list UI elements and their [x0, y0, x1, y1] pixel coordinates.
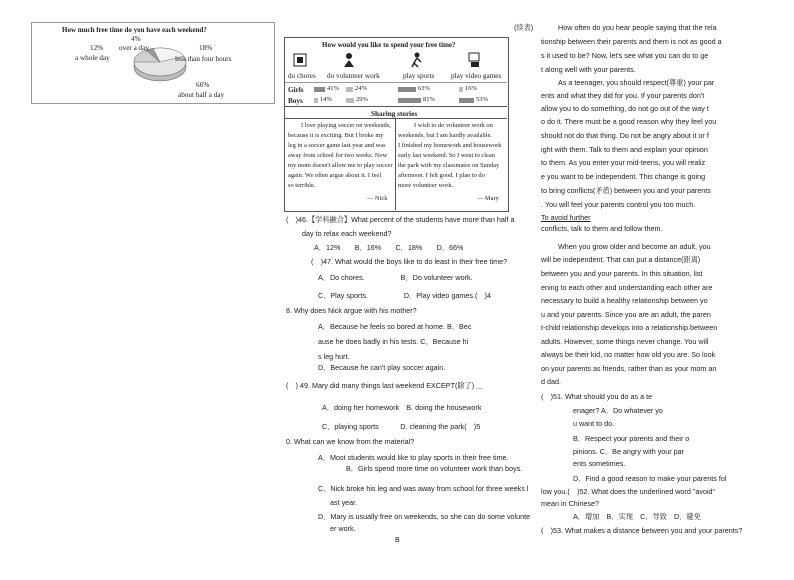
q-line-14: 0. What can we know from the material?	[286, 437, 415, 446]
survey-bar-girls-0	[314, 87, 325, 92]
passage-line-4: As a teenager, you should respect(尊重) your par	[558, 78, 715, 87]
passage-line-14: To avoid further	[541, 213, 591, 222]
survey-value-girls-2: 63%	[418, 85, 430, 92]
story-right-0: I wish to do volunteer work on	[414, 122, 493, 129]
passage-line-25: on your parents as friends, rather than as your mom an	[541, 364, 717, 373]
q-line-10: D．Because he can't play soccer again.	[318, 363, 446, 372]
sports-icon	[408, 51, 426, 69]
activity-label-1: do volunteer work	[327, 72, 380, 80]
passage-line-12: to bring conflicts(矛盾) between you and your parents	[541, 186, 711, 195]
passage-line-26: d dad.	[541, 377, 561, 386]
passage-line-17: will be independent. That can put a distance(距离)	[541, 255, 701, 264]
q-line-0: ( )46.【学科融合】What percent of the students have more than half a	[286, 215, 515, 224]
passage-line-16: When you grow older and become an adult, you	[558, 242, 711, 251]
story-left-6: so terrible.	[288, 182, 316, 189]
survey-value-boys-1: 29%	[356, 96, 368, 103]
story-left-0: I love playing soccer on weekends,	[301, 122, 391, 129]
survey-bar-boys-2	[398, 98, 421, 103]
story-left-sign: — Nick	[367, 195, 388, 202]
q-line-12: A．doing her homework B. doing the housework	[322, 403, 482, 412]
passage-line-10: to them. As you enter your mid-teens, you will realiz	[541, 158, 706, 167]
rq-line-6: D．Find a good reason to make your parents fol	[573, 474, 727, 483]
pie-pct-12: 12%	[90, 44, 104, 52]
story-divider	[285, 118, 507, 119]
story-left-2: leg in a soccer game last year and was	[288, 142, 386, 149]
q-line-5: C．Play sports. D．Play video games.( )4	[318, 291, 491, 300]
story-right-2: I finished my homework and housework	[398, 142, 502, 149]
pie-chart-title: How much free time do you have each weekend?	[62, 26, 207, 34]
survey-value-boys-0: 14%	[320, 96, 332, 103]
story-right-6: more volunteer work.	[398, 182, 454, 189]
passage-line-23: adults. However, some things never change. You will	[541, 337, 709, 346]
story-left-3: away from school for two weeks. Now	[288, 152, 388, 159]
q-line-1: day to relax each weekend?	[302, 229, 392, 238]
survey-row-divider	[285, 82, 507, 83]
passage-line-0: How often do you hear people saying that the rela	[558, 23, 717, 32]
survey-value-boys-2: 81%	[423, 96, 435, 103]
survey-value-girls-0: 41%	[327, 85, 339, 92]
passage-line-21: u and your parents. Since you are an adult, the paren	[541, 310, 711, 319]
passage-line-18: between you and your parents. In this situation, list	[541, 269, 703, 278]
q-line-17: C．Nick broke his leg and was away from school for three weeks l	[318, 484, 529, 493]
passage-line-22: t-child relationship develops into a relationship between	[541, 323, 718, 332]
story-col-divider	[395, 118, 396, 210]
passage-line-3: t along well with your parents.	[541, 65, 636, 74]
q-line-19: D．Mary is usually free on weekends, so she can do some volunte	[318, 512, 531, 521]
rq-line-8: mean in Chinese?	[541, 499, 599, 508]
q-line-18: ast year.	[330, 498, 358, 507]
story-right-1: weekends, but I am hardly available.	[398, 132, 492, 139]
rq-line-9: A．增加 B．实现 C．导致 D．避免	[573, 512, 701, 521]
page-mark: B	[395, 535, 400, 544]
survey-bar-boys-0	[314, 98, 318, 103]
survey-bar-boys-3	[459, 98, 474, 103]
story-left-1: because it is exciting. But I broke my	[288, 132, 384, 139]
survey-value-girls-1: 24%	[355, 85, 367, 92]
rq-line-5: ents sometimes.	[573, 459, 626, 468]
passage-line-24: always be their kid, no matter how old you are. So look	[541, 350, 716, 359]
story-right-3: early last weekend. So I went to clean	[398, 152, 495, 159]
survey-bar-boys-1	[346, 98, 354, 103]
q-line-4: A．Do chores. B．Do volunteer work.	[318, 273, 473, 282]
rq-line-4: pinions. C．Be angry with your par	[573, 447, 685, 456]
chores-icon	[292, 51, 310, 69]
pie-pct-18: 18%	[199, 44, 213, 52]
volunteer-icon	[340, 51, 358, 69]
pie-label-18: less than four hours	[175, 55, 232, 63]
story-right-4: the park with my classmates on Sunday	[398, 162, 500, 169]
pie-pct-4: 4%	[131, 35, 141, 43]
survey-value-boys-3: 53%	[476, 96, 488, 103]
q-line-13: C．playing sports D. cleaning the park( )5	[322, 422, 481, 431]
pie-label-4: over a day	[119, 44, 149, 52]
q-line-3: ( )47. What would the boys like to do least in their free time?	[311, 257, 508, 266]
q-line-6: 8. Why does Nick argue with his mother?	[286, 306, 417, 315]
activity-label-2: play sports	[403, 72, 435, 80]
sharing-divider	[285, 106, 507, 107]
rq-line-1: enager? A．Do whatever yo	[573, 406, 663, 415]
passage-line-1: tionship between their parents and them is not as good a	[541, 37, 722, 46]
rq-line-7: low you.( )52. What does the underlined word "avoid"	[541, 487, 716, 496]
rq-line-3: B．Respect your parents and their o	[573, 434, 690, 443]
passage-line-7: o do it. There must be a good reason why they feel you	[541, 117, 717, 126]
q-line-11: ( ) 49. Mary did many things last weekend EXCEPT(除了) ＿	[286, 381, 484, 390]
passage-line-2: s it used to be? Now, let's see what you can do to ge	[541, 51, 709, 60]
passage-line-9: ight with them. Talk to them and explain your opinion	[541, 145, 708, 154]
story-right-5: afternoon. I felt good. I plan to do	[398, 172, 485, 179]
story-left-5: again. We often argue about it. I feel	[288, 172, 382, 179]
activity-label-0: do chores	[288, 72, 316, 80]
video-games-icon	[466, 51, 484, 69]
passage-line-6: allow you to do something, do not go out of the way t	[541, 104, 709, 113]
survey-value-girls-3: 16%	[465, 85, 477, 92]
row-label-girls: Girls	[288, 86, 304, 94]
passage-line-5: ents and what they did for you. If your parents don't	[541, 91, 705, 100]
rq-line-2: u want to do.	[573, 419, 615, 428]
passage-line-15: conflicts, talk to them and follow them.	[541, 224, 663, 233]
story-right-sign: — Mary	[477, 195, 499, 202]
story-left-4: my mom doesn't allow me to play soccer	[288, 162, 393, 169]
activity-label-3: play video games	[451, 72, 502, 80]
survey-bar-girls-2	[398, 87, 416, 92]
q-line-15: A．Most students would like to play sports in their free time.	[318, 453, 509, 462]
passage-line-20: necessary to build a healthy relationship between yo	[541, 296, 708, 305]
row-label-boys: Boys	[288, 97, 303, 105]
survey-title: How would you like to spend your free time?	[322, 41, 456, 49]
q-line-9: s leg hurt.	[318, 352, 350, 361]
pie-label-12: a whole day	[75, 54, 110, 62]
pie-pct-66: 66%	[196, 81, 210, 89]
survey-bar-girls-1	[346, 87, 353, 92]
passage-line-11: e you want to be independent. This change is going	[541, 172, 706, 181]
q-line-7: A．Because he feels so bored at home. B．Bec	[318, 322, 472, 331]
rq-line-10: ( )53. What makes a distance between you and your parents?	[541, 526, 743, 535]
q-line-8: ause he does badly in his tests. C．Because hi	[318, 337, 469, 346]
q-line-16: B．Girls spend more time on volunteer work than boys.	[346, 464, 523, 473]
q-line-2: A．12% B．16% C．18% D．66%	[314, 243, 464, 252]
pie-label-66: about half a day	[178, 91, 225, 99]
passage-tag: (续表)	[514, 23, 534, 32]
passage-line-13: . You will feel your parents control you too much.	[541, 200, 696, 209]
survey-bar-girls-3	[459, 87, 463, 92]
passage-line-8: should not do that thing. Do not be angry about it or f	[541, 131, 709, 140]
rq-line-0: ( )51. What should you do as a te	[541, 392, 653, 401]
passage-line-19: ening to each other and understanding each other are	[541, 283, 713, 292]
sharing-title: Sharing stories	[371, 110, 418, 118]
q-line-20: er work.	[330, 524, 356, 533]
